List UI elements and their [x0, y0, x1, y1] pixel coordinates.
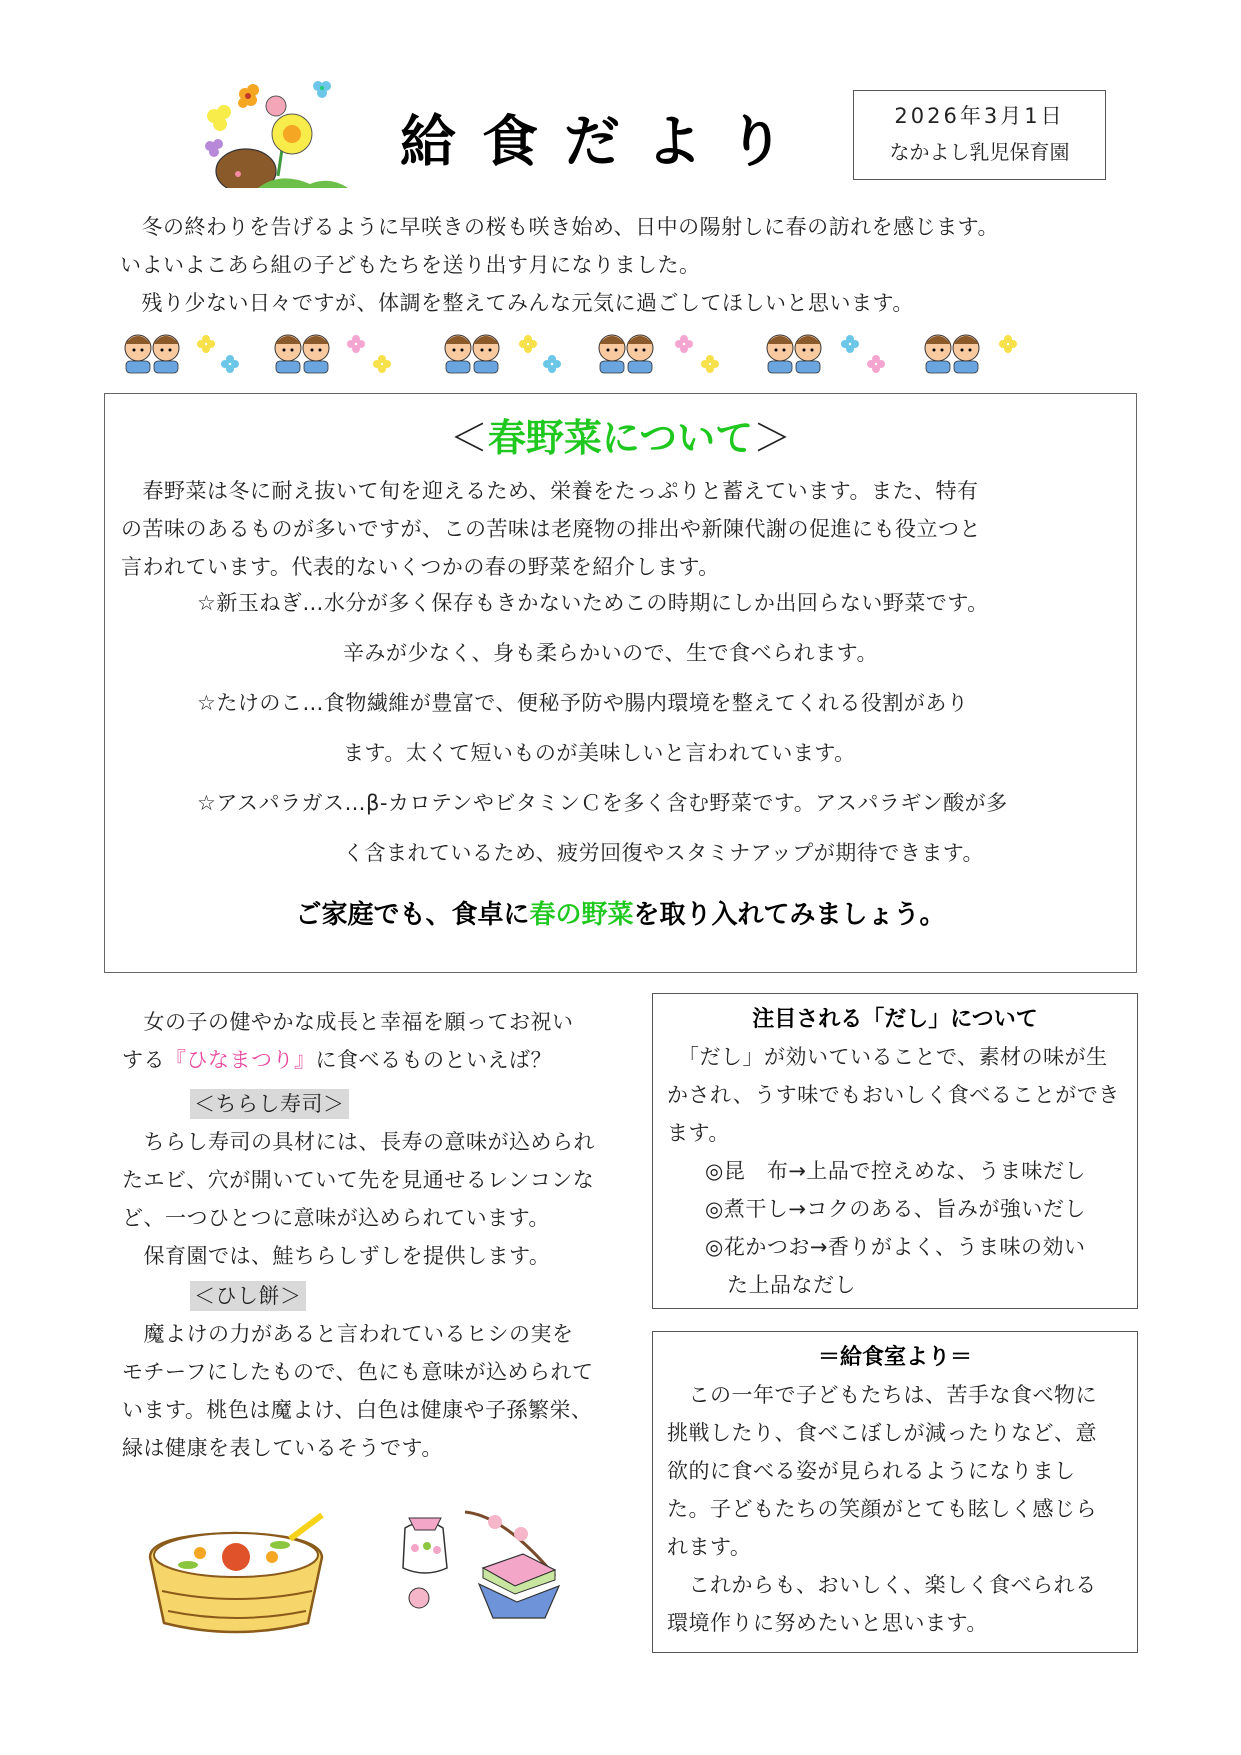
organization-name: なかよし乳児保育園 [889, 140, 1070, 164]
vegetable-item-continued: 辛みが少なく、身も柔らかいので、生で食べられます。 [343, 641, 878, 665]
kids-pair-icon [599, 335, 653, 373]
flower-icon [238, 84, 259, 108]
section-intro: 春野菜は冬に耐え抜いて旬を迎えるため、栄養をたっぷりと蓄えています。また、特有 の苦味のあるものが多いですが、この苦味は老廃物の排出や新陳代謝の促進にも役立つと 言われています。代表的ないくつかの春の野菜を紹介します。 [121, 479, 981, 579]
kitchen-message-section [652, 1331, 1138, 1653]
children-flowers-border [120, 330, 1125, 378]
vegetable-item-new-onion: ☆新玉ねぎ…水分が多く保存もきかないためこの時期にしか出回らない野菜です。 [197, 591, 989, 615]
intro-line: 残り少ない日々ですが、体調を整えてみんな元気に過ごしてほしいと思います。 [120, 291, 914, 315]
dashi-item-katsuobushi: ◎花かつお→香りがよく、うま味の効い [705, 1235, 1086, 1259]
newsletter-title: 給食だより [400, 110, 810, 175]
dashi-section [652, 993, 1138, 1309]
intro-line: いよいよこあら組の子どもたちを送り出す月になりました。 [120, 253, 701, 277]
dashi-body: 「だし」が効いていることで、素材の味が生 かされ、うす味でもおいしく食べることができ ます。 ◎昆 布→上品で控えめな、うま味だし ◎煮干し→コクのある、旨みが強いだし ◎花かつお→香りがよく、うま味の効い た上品なだし [667, 1045, 1120, 1297]
kids-pair-icon [767, 335, 821, 373]
subheading-hishimochi: ＜ひし餅＞ [190, 1281, 306, 1311]
intro-paragraph [120, 208, 999, 322]
section-title: ＝給食室より＝ [817, 1345, 972, 1370]
issue-date: 2026年3月1日 [894, 104, 1065, 128]
date-organization-box [853, 90, 1106, 180]
chirashi-sushi-illustration [140, 1495, 335, 1645]
vegetable-item-asparagus: ☆アスパラガス…β‐カロテンやビタミンＣを多く含む野菜です。アスパラギン酸が多 [197, 791, 1008, 815]
kitchen-body: この一年で子どもたちは、苦手な食べ物に 挑戦したり、食べこぼしが減ったりなど、意 欲的に食べる姿が見られるようになりまし た。子どもたちの笑顔がとても眩しく感じら れます。 これからも、おいしく、楽しく食べられる 環境作りに努めたいと思います。 [667, 1383, 1097, 1635]
section-title: 注目される「だし」について [752, 1007, 1038, 1032]
vegetable-item-continued: ます。太くて短いものが美味しいと言われています。 [343, 741, 856, 765]
kids-pair-icon [925, 335, 979, 373]
kids-pair-icon [275, 335, 329, 373]
vegetable-item-continued: く含まれているため、疲労回復やスタミナアップが期待できます。 [343, 841, 985, 865]
mole-dandelion-illustration [200, 76, 350, 188]
dashi-item-niboshi: ◎煮干し→コクのある、旨みが強いだし [705, 1197, 1086, 1221]
kids-pair-icon [445, 335, 499, 373]
hinamatsuri-highlight: 『ひなまつり』 [165, 1048, 316, 1072]
spring-vegetables-section [104, 393, 1137, 973]
hinamatsuri-section: 女の子の健やかな成長と幸福を願ってお祝い する『ひなまつり』に食べるものといえば？ ＜ちらし寿司＞ ちらし寿司の具材には、長寿の意味が込められ たエビ、穴が開いていて先を見通せるレンコンな ど、一つひとつに意味が込められています。 保育園では、鮭ちらしずしを提供します。 ＜ひし餅＞ 魔よけの力があると言われているヒシの実を モチーフにしたもので、色にも意味が込められて います。桃色は魔よけ、白色は健康や子孫繁栄、 緑は健康を表しているそうです。 [122, 1010, 595, 1460]
subheading-chirashi: ＜ちらし寿司＞ [190, 1089, 349, 1119]
closing-message: ご家庭でも、食卓に春の野菜を取り入れてみましょう。 [295, 900, 946, 930]
hishi-mochi-illustration [395, 1498, 565, 1623]
kids-pair-icon [125, 335, 179, 373]
intro-line: 冬の終わりを告げるように早咲きの桜も咲き始め、日中の陽射しに春の訪れを感じます。 [120, 215, 999, 239]
section-title: ＜春野菜について＞ [449, 416, 792, 460]
dashi-item-kombu: ◎昆 布→上品で控えめな、うま味だし [705, 1159, 1086, 1183]
vegetable-item-bamboo-shoot: ☆たけのこ…食物繊維が豊富で、便秘予防や腸内環境を整えてくれる役割があり [197, 691, 969, 715]
